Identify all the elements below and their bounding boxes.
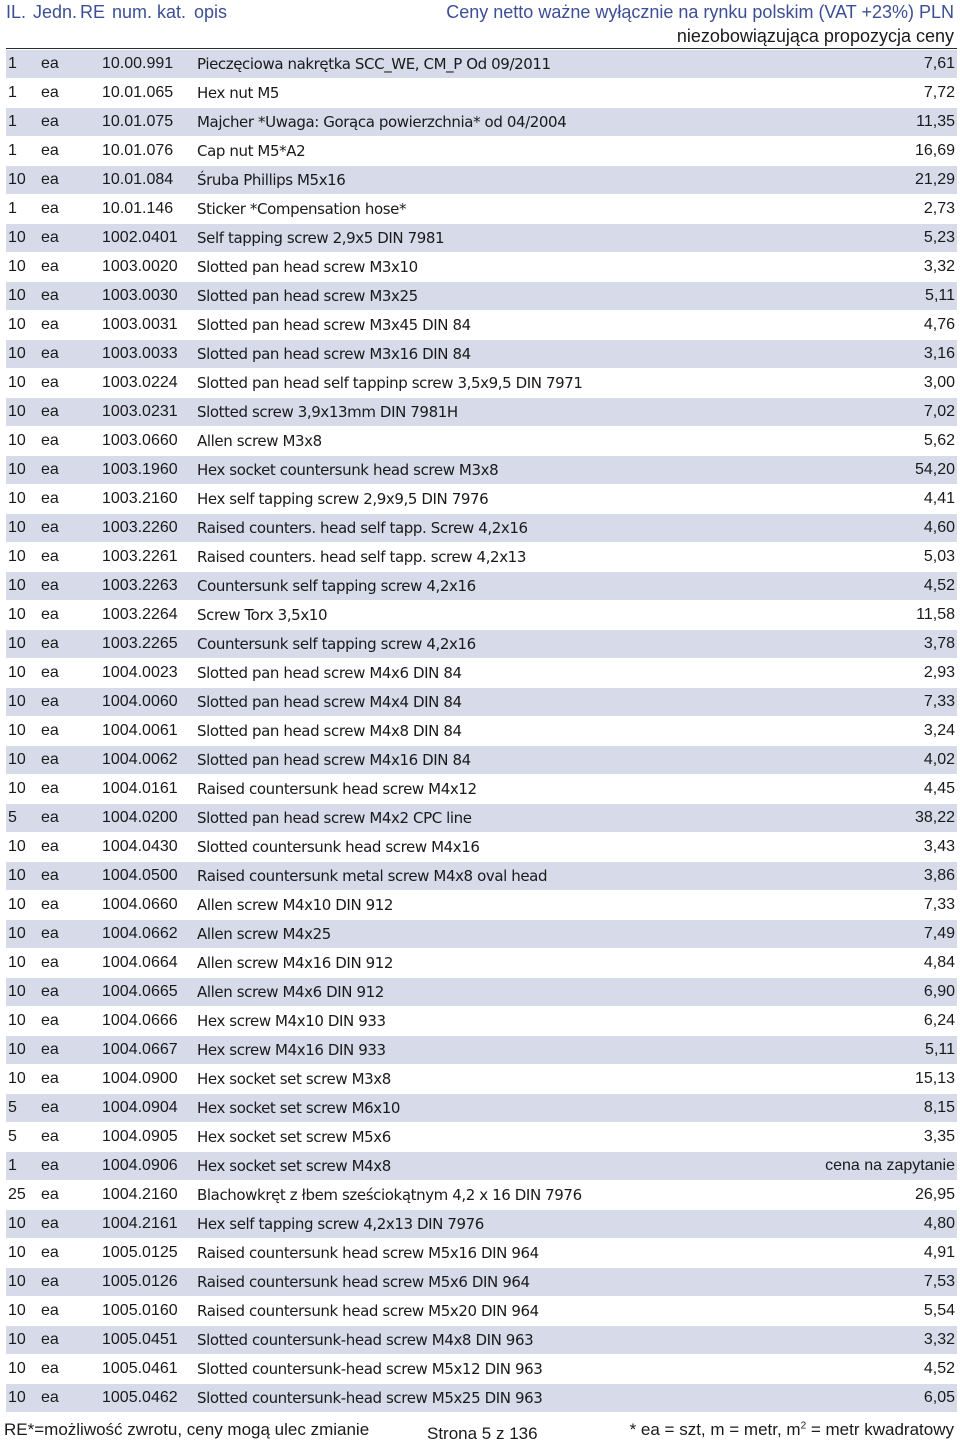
cell-code: 1003.0224 (102, 374, 178, 391)
unit-legend (630, 1420, 954, 1440)
cell-qty: 10 (8, 1215, 26, 1232)
cell-code: 1003.2260 (102, 519, 178, 536)
price-table (6, 50, 957, 1413)
cell-desc: Slotted countersunk-head screw M5x25 DIN 963 (197, 1389, 543, 1407)
cell-unit: ea (41, 809, 59, 826)
cell-desc: Allen screw M3x8 (197, 432, 322, 450)
cell-code: 1004.0200 (102, 809, 178, 826)
cell-code: 1005.0451 (102, 1331, 178, 1348)
cell-code: 1004.0906 (102, 1157, 178, 1174)
cell-code: 1004.0905 (102, 1128, 178, 1145)
cell-price: 5,11 (925, 287, 955, 304)
cell-code: 1004.2161 (102, 1215, 178, 1232)
cell-unit: ea (41, 1302, 59, 1319)
cell-code: 1003.0020 (102, 258, 178, 275)
cell-desc: Countersunk self tapping screw 4,2x16 (197, 635, 476, 653)
table-row (6, 79, 957, 108)
table-row (6, 1297, 957, 1326)
unit-legend-sup: 2 (800, 1420, 807, 1432)
cell-unit: ea (41, 925, 59, 942)
cell-qty: 1 (8, 142, 17, 159)
cell-desc: Slotted pan head screw M3x25 (197, 287, 418, 305)
cell-qty: 10 (8, 606, 26, 623)
cell-desc: Allen screw M4x16 DIN 912 (197, 954, 394, 972)
cell-code: 1004.2160 (102, 1186, 178, 1203)
cell-qty: 10 (8, 867, 26, 884)
cell-price: 4,52 (923, 1360, 955, 1377)
cell-qty: 10 (8, 693, 26, 710)
unit-legend-text: * ea = szt, m = metr, m (629, 1420, 801, 1439)
cell-unit: ea (41, 490, 59, 507)
cell-desc: Slotted countersunk-head screw M4x8 DIN 963 (197, 1331, 534, 1349)
cell-code: 1004.0500 (102, 867, 178, 884)
table-row (6, 949, 957, 978)
header-divider (6, 48, 957, 49)
cell-price: 5,11 (925, 1041, 955, 1058)
table-row (6, 920, 957, 949)
cell-unit: ea (41, 983, 59, 1000)
table-row (6, 1384, 957, 1413)
cell-unit: ea (41, 519, 59, 536)
table-row (6, 514, 957, 543)
cell-unit: ea (41, 1273, 59, 1290)
cell-desc: Hex screw M4x10 DIN 933 (197, 1012, 386, 1030)
table-header (0, 0, 960, 48)
cell-qty: 10 (8, 171, 26, 188)
table-row (6, 50, 957, 79)
table-row (6, 659, 957, 688)
cell-unit: ea (41, 1215, 59, 1232)
cell-code: 10.01.065 (102, 84, 174, 101)
cell-price: 7,53 (923, 1273, 955, 1290)
cell-price: 3,43 (923, 838, 955, 855)
table-row (6, 746, 957, 775)
table-row (6, 572, 957, 601)
cell-desc: Slotted pan head screw M3x45 DIN 84 (197, 316, 471, 334)
cell-desc: Slotted pan head screw M3x16 DIN 84 (197, 345, 471, 363)
cell-desc: Hex socket set screw M6x10 (197, 1099, 401, 1117)
cell-unit: ea (41, 1331, 59, 1348)
cell-price: cena na zapytanie (825, 1157, 955, 1174)
header-re: RE (80, 2, 106, 22)
table-row (6, 166, 957, 195)
cell-code: 1005.0462 (102, 1389, 178, 1406)
cell-unit: ea (41, 664, 59, 681)
cell-qty: 10 (8, 1041, 26, 1058)
table-row (6, 224, 957, 253)
header-il: IL. (6, 2, 27, 22)
cell-price: 5,23 (923, 229, 955, 246)
cell-code: 1003.0033 (102, 345, 178, 362)
cell-price: 7,72 (923, 84, 955, 101)
cell-price: 2,93 (923, 664, 955, 681)
cell-qty: 1 (8, 1157, 17, 1174)
cell-code: 1003.2160 (102, 490, 178, 507)
table-row (6, 601, 957, 630)
cell-qty: 10 (8, 664, 26, 681)
cell-unit: ea (41, 1157, 59, 1174)
cell-code: 1003.2264 (102, 606, 178, 623)
cell-price: 4,80 (923, 1215, 955, 1232)
cell-price: 5,62 (923, 432, 955, 449)
table-row (6, 1268, 957, 1297)
table-row (6, 630, 957, 659)
cell-code: 1003.2265 (102, 635, 178, 652)
cell-desc: Slotted pan head self tappinp screw 3,5x9,5 DIN 7971 (197, 374, 583, 392)
cell-desc: Raised countersunk head screw M5x6 DIN 964 (197, 1273, 530, 1291)
cell-qty: 10 (8, 838, 26, 855)
cell-desc: Self tapping screw 2,9x5 DIN 7981 (197, 229, 445, 247)
cell-desc: Raised countersunk head screw M5x16 DIN 964 (197, 1244, 539, 1262)
cell-qty: 1 (8, 55, 17, 72)
cell-unit: ea (41, 1186, 59, 1203)
cell-desc: Slotted pan head screw M4x2 CPC line (197, 809, 472, 827)
cell-unit: ea (41, 84, 59, 101)
cell-code: 1004.0023 (102, 664, 178, 681)
cell-price: 7,61 (923, 55, 955, 72)
cell-unit: ea (41, 1244, 59, 1261)
cell-code: 10.01.075 (102, 113, 174, 130)
cell-price: 7,33 (923, 896, 955, 913)
cell-qty: 5 (8, 1099, 17, 1116)
cell-qty: 1 (8, 84, 17, 101)
cell-unit: ea (41, 693, 59, 710)
cell-desc: Slotted pan head screw M3x10 (197, 258, 418, 276)
table-row (6, 891, 957, 920)
cell-unit: ea (41, 1099, 59, 1116)
cell-unit: ea (41, 432, 59, 449)
cell-unit: ea (41, 780, 59, 797)
cell-qty: 10 (8, 1070, 26, 1087)
cell-code: 1005.0125 (102, 1244, 178, 1261)
cell-unit: ea (41, 577, 59, 594)
cell-price: 3,24 (923, 722, 955, 739)
cell-unit: ea (41, 1041, 59, 1058)
cell-code: 10.01.084 (102, 171, 174, 188)
price-note-sub: niezobowiązująca propozycja ceny (676, 26, 954, 46)
cell-code: 1004.0664 (102, 954, 178, 971)
cell-qty: 10 (8, 1302, 26, 1319)
cell-desc: Slotted countersunk head screw M4x16 (197, 838, 480, 856)
cell-price: 4,60 (923, 519, 955, 536)
cell-qty: 10 (8, 1360, 26, 1377)
cell-desc: Sticker *Compensation hose* (197, 200, 407, 218)
table-row (6, 1239, 957, 1268)
cell-code: 10.00.991 (102, 55, 174, 72)
cell-qty: 10 (8, 1331, 26, 1348)
cell-qty: 10 (8, 751, 26, 768)
cell-desc: Hex socket set screw M4x8 (197, 1157, 391, 1175)
cell-price: 16,69 (914, 142, 955, 159)
cell-qty: 10 (8, 403, 26, 420)
cell-price: 11,35 (916, 113, 955, 130)
cell-desc: Screw Torx 3,5x10 (197, 606, 328, 624)
cell-unit: ea (41, 896, 59, 913)
cell-qty: 10 (8, 229, 26, 246)
cell-qty: 5 (8, 1128, 17, 1145)
cell-price: 3,35 (923, 1128, 955, 1145)
cell-desc: Raised counters. head self tapp. screw 4,2x13 (197, 548, 526, 566)
cell-unit: ea (41, 55, 59, 72)
cell-unit: ea (41, 258, 59, 275)
cell-price: 54,20 (914, 461, 955, 478)
cell-desc: Countersunk self tapping screw 4,2x16 (197, 577, 476, 595)
cell-code: 1005.0160 (102, 1302, 178, 1319)
cell-unit: ea (41, 171, 59, 188)
table-row (6, 108, 957, 137)
table-row (6, 282, 957, 311)
table-row (6, 1036, 957, 1065)
cell-desc: Hex self tapping screw 2,9x9,5 DIN 7976 (197, 490, 489, 508)
table-row (6, 1152, 957, 1181)
cell-price: 3,86 (923, 867, 955, 884)
table-row (6, 1326, 957, 1355)
cell-price: 2,73 (923, 200, 955, 217)
cell-price: 6,05 (923, 1389, 955, 1406)
cell-qty: 1 (8, 200, 17, 217)
cell-price: 3,00 (923, 374, 955, 391)
table-row (6, 1065, 957, 1094)
cell-desc: Cap nut M5*A2 (197, 142, 306, 160)
cell-code: 1004.0161 (102, 780, 178, 797)
cell-qty: 10 (8, 519, 26, 536)
cell-qty: 10 (8, 432, 26, 449)
cell-unit: ea (41, 867, 59, 884)
cell-desc: Majcher *Uwaga: Gorąca powierzchnia* od 04/2004 (197, 113, 567, 131)
cell-price: 3,32 (923, 258, 955, 275)
cell-price: 7,33 (923, 693, 955, 710)
table-row (6, 195, 957, 224)
cell-code: 1004.0900 (102, 1070, 178, 1087)
cell-qty: 10 (8, 1244, 26, 1261)
table-row (6, 1355, 957, 1384)
cell-qty: 10 (8, 1273, 26, 1290)
cell-code: 1003.0231 (102, 403, 178, 420)
cell-code: 1004.0062 (102, 751, 178, 768)
cell-qty: 10 (8, 316, 26, 333)
table-row (6, 427, 957, 456)
header-jedn: Jedn. (33, 2, 78, 22)
cell-price: 4,76 (923, 316, 955, 333)
table-row (6, 717, 957, 746)
cell-qty: 10 (8, 1389, 26, 1406)
cell-unit: ea (41, 374, 59, 391)
cell-price: 4,02 (923, 751, 955, 768)
cell-unit: ea (41, 1012, 59, 1029)
cell-code: 1004.0904 (102, 1099, 178, 1116)
cell-price: 4,41 (923, 490, 955, 507)
cell-desc: Hex screw M4x16 DIN 933 (197, 1041, 386, 1059)
cell-price: 3,32 (923, 1331, 955, 1348)
table-row (6, 775, 957, 804)
cell-desc: Slotted pan head screw M4x16 DIN 84 (197, 751, 471, 769)
cell-unit: ea (41, 461, 59, 478)
cell-qty: 10 (8, 490, 26, 507)
cell-price: 3,78 (923, 635, 955, 652)
cell-unit: ea (41, 606, 59, 623)
cell-code: 1004.0060 (102, 693, 178, 710)
cell-unit: ea (41, 954, 59, 971)
cell-code: 1004.0660 (102, 896, 178, 913)
cell-desc: Slotted pan head screw M4x4 DIN 84 (197, 693, 462, 711)
cell-price: 4,45 (923, 780, 955, 797)
cell-desc: Slotted pan head screw M4x6 DIN 84 (197, 664, 462, 682)
cell-unit: ea (41, 1360, 59, 1377)
table-row (6, 543, 957, 572)
cell-price: 3,16 (923, 345, 955, 362)
cell-unit: ea (41, 287, 59, 304)
cell-code: 1005.0461 (102, 1360, 178, 1377)
cell-price: 5,03 (923, 548, 955, 565)
cell-price: 7,02 (923, 403, 955, 420)
cell-desc: Raised countersunk metal screw M4x8 oval head (197, 867, 548, 885)
cell-qty: 1 (8, 113, 17, 130)
cell-code: 1003.0660 (102, 432, 178, 449)
cell-desc: Allen screw M4x10 DIN 912 (197, 896, 394, 914)
cell-code: 1002.0401 (102, 229, 178, 246)
cell-price: 6,90 (923, 983, 955, 1000)
cell-desc: Hex socket set screw M3x8 (197, 1070, 391, 1088)
cell-price: 4,84 (923, 954, 955, 971)
price-note: Ceny netto ważne wyłącznie na rynku polskim (VAT +23%) PLN (446, 2, 954, 22)
cell-price: 21,29 (914, 171, 955, 188)
cell-unit: ea (41, 345, 59, 362)
cell-unit: ea (41, 316, 59, 333)
cell-qty: 10 (8, 780, 26, 797)
cell-code: 1003.2261 (102, 548, 178, 565)
cell-desc: Raised counters. head self tapp. Screw 4,2x16 (197, 519, 528, 537)
table-row (6, 862, 957, 891)
cell-desc: Slotted screw 3,9x13mm DIN 7981H (197, 403, 458, 421)
cell-desc: Hex nut M5 (197, 84, 280, 102)
cell-price: 38,22 (914, 809, 955, 826)
cell-price: 11,58 (916, 606, 955, 623)
header-num-kat: num. kat. (112, 2, 187, 22)
cell-code: 1003.0030 (102, 287, 178, 304)
cell-desc: Hex socket set screw M5x6 (197, 1128, 391, 1146)
cell-unit: ea (41, 200, 59, 217)
cell-unit: ea (41, 722, 59, 739)
cell-unit: ea (41, 113, 59, 130)
cell-price: 6,24 (923, 1012, 955, 1029)
cell-desc: Śruba Phillips M5x16 (197, 171, 346, 189)
cell-desc: Pieczęciowa nakrętka SCC_WE, CM_P Od 09/2011 (197, 55, 551, 73)
table-row (6, 311, 957, 340)
table-row (6, 456, 957, 485)
page-number: Strona 5 z 136 (427, 1424, 538, 1443)
cell-qty: 10 (8, 1012, 26, 1029)
cell-desc: Slotted countersunk-head screw M5x12 DIN 963 (197, 1360, 543, 1378)
table-row (6, 137, 957, 166)
cell-unit: ea (41, 838, 59, 855)
table-row (6, 369, 957, 398)
cell-code: 10.01.146 (102, 200, 174, 217)
cell-price: 7,49 (923, 925, 955, 942)
cell-desc: Raised countersunk head screw M4x12 (197, 780, 477, 798)
cell-qty: 10 (8, 287, 26, 304)
header-opis: opis (194, 2, 228, 22)
cell-unit: ea (41, 1389, 59, 1406)
table-row (6, 1181, 957, 1210)
table-row (6, 340, 957, 369)
cell-unit: ea (41, 1070, 59, 1087)
cell-qty: 10 (8, 577, 26, 594)
cell-code: 1004.0666 (102, 1012, 178, 1029)
cell-qty: 10 (8, 374, 26, 391)
cell-unit: ea (41, 142, 59, 159)
page-footer (0, 1414, 960, 1447)
cell-code: 1004.0662 (102, 925, 178, 942)
cell-code: 1004.0430 (102, 838, 178, 855)
table-row (6, 1123, 957, 1152)
table-row (6, 978, 957, 1007)
cell-qty: 10 (8, 635, 26, 652)
cell-unit: ea (41, 1128, 59, 1145)
cell-code: 1004.0667 (102, 1041, 178, 1058)
table-row (6, 1210, 957, 1239)
cell-unit: ea (41, 751, 59, 768)
cell-code: 10.01.076 (102, 142, 174, 159)
cell-unit: ea (41, 548, 59, 565)
cell-qty: 10 (8, 925, 26, 942)
unit-legend-text-end: = metr kwadratowy (806, 1420, 954, 1439)
cell-desc: Slotted pan head screw M4x8 DIN 84 (197, 722, 462, 740)
footer-return-note: RE*=możliwość zwrotu, ceny mogą ulec zmianie (4, 1420, 370, 1439)
cell-qty: 10 (8, 722, 26, 739)
cell-price: 8,15 (923, 1099, 955, 1116)
cell-code: 1003.1960 (102, 461, 178, 478)
table-row (6, 1007, 957, 1036)
cell-qty: 10 (8, 345, 26, 362)
table-row (6, 833, 957, 862)
table-row (6, 253, 957, 282)
cell-code: 1003.2263 (102, 577, 178, 594)
table-row (6, 1094, 957, 1123)
table-row (6, 804, 957, 833)
cell-qty: 5 (8, 809, 17, 826)
cell-price: 4,91 (923, 1244, 955, 1261)
cell-price: 15,13 (914, 1070, 955, 1087)
cell-code: 1005.0126 (102, 1273, 178, 1290)
cell-desc: Allen screw M4x25 (197, 925, 331, 943)
cell-qty: 10 (8, 983, 26, 1000)
cell-qty: 10 (8, 461, 26, 478)
cell-desc: Hex self tapping screw 4,2x13 DIN 7976 (197, 1215, 484, 1233)
cell-desc: Blachowkręt z łbem sześciokątnym 4,2 x 16 DIN 7976 (197, 1186, 582, 1204)
cell-desc: Allen screw M4x6 DIN 912 (197, 983, 384, 1001)
cell-qty: 10 (8, 954, 26, 971)
cell-code: 1004.0061 (102, 722, 178, 739)
cell-qty: 10 (8, 548, 26, 565)
table-row (6, 485, 957, 514)
table-row (6, 398, 957, 427)
cell-desc: Hex socket countersunk head screw M3x8 (197, 461, 499, 479)
cell-unit: ea (41, 403, 59, 420)
cell-price: 4,52 (923, 577, 955, 594)
cell-unit: ea (41, 229, 59, 246)
cell-qty: 10 (8, 258, 26, 275)
cell-qty: 10 (8, 896, 26, 913)
cell-price: 5,54 (923, 1302, 955, 1319)
cell-desc: Raised countersunk head screw M5x20 DIN 964 (197, 1302, 539, 1320)
cell-price: 26,95 (914, 1186, 955, 1203)
cell-unit: ea (41, 635, 59, 652)
cell-qty: 25 (8, 1186, 26, 1203)
cell-code: 1003.0031 (102, 316, 178, 333)
cell-code: 1004.0665 (102, 983, 178, 1000)
table-row (6, 688, 957, 717)
